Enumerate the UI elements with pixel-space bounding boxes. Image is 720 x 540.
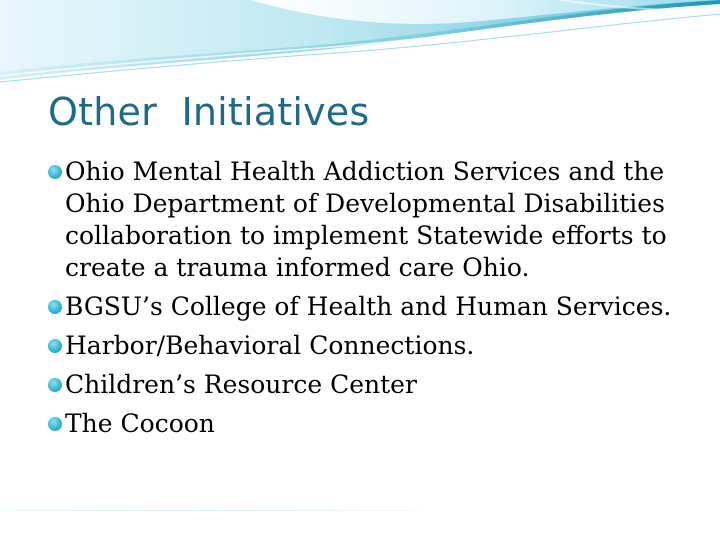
bullet-item bbox=[14, 156, 704, 284]
bullet-dot-icon bbox=[48, 300, 62, 314]
bullet-text: Harbor/Behavioral Connections. bbox=[65, 331, 475, 360]
slide-title: Other Initiatives bbox=[48, 90, 370, 134]
bullet-dot-icon bbox=[48, 165, 62, 179]
bullet-dot-icon bbox=[48, 417, 62, 431]
bullet-text: BGSU’s College of Health and Human Services. bbox=[65, 292, 672, 321]
bullet-text: Children’s Resource Center bbox=[65, 370, 417, 399]
bullet-item bbox=[14, 408, 704, 440]
bullet-text: The Cocoon bbox=[65, 409, 215, 438]
bullet-item bbox=[14, 369, 704, 401]
header-wave-decoration bbox=[0, 0, 720, 90]
bullet-text: Ohio Mental Health Addiction Services and the Ohio Department of Developmental Disabilities collaboration to implement Statewide efforts to create a trauma informed care Ohio. bbox=[65, 157, 667, 282]
bullet-item bbox=[14, 330, 704, 362]
bullet-list bbox=[14, 156, 704, 447]
bullet-dot-icon bbox=[48, 378, 62, 392]
bullet-dot-icon bbox=[48, 339, 62, 353]
bullet-item bbox=[14, 291, 704, 323]
bottom-divider bbox=[0, 510, 420, 511]
